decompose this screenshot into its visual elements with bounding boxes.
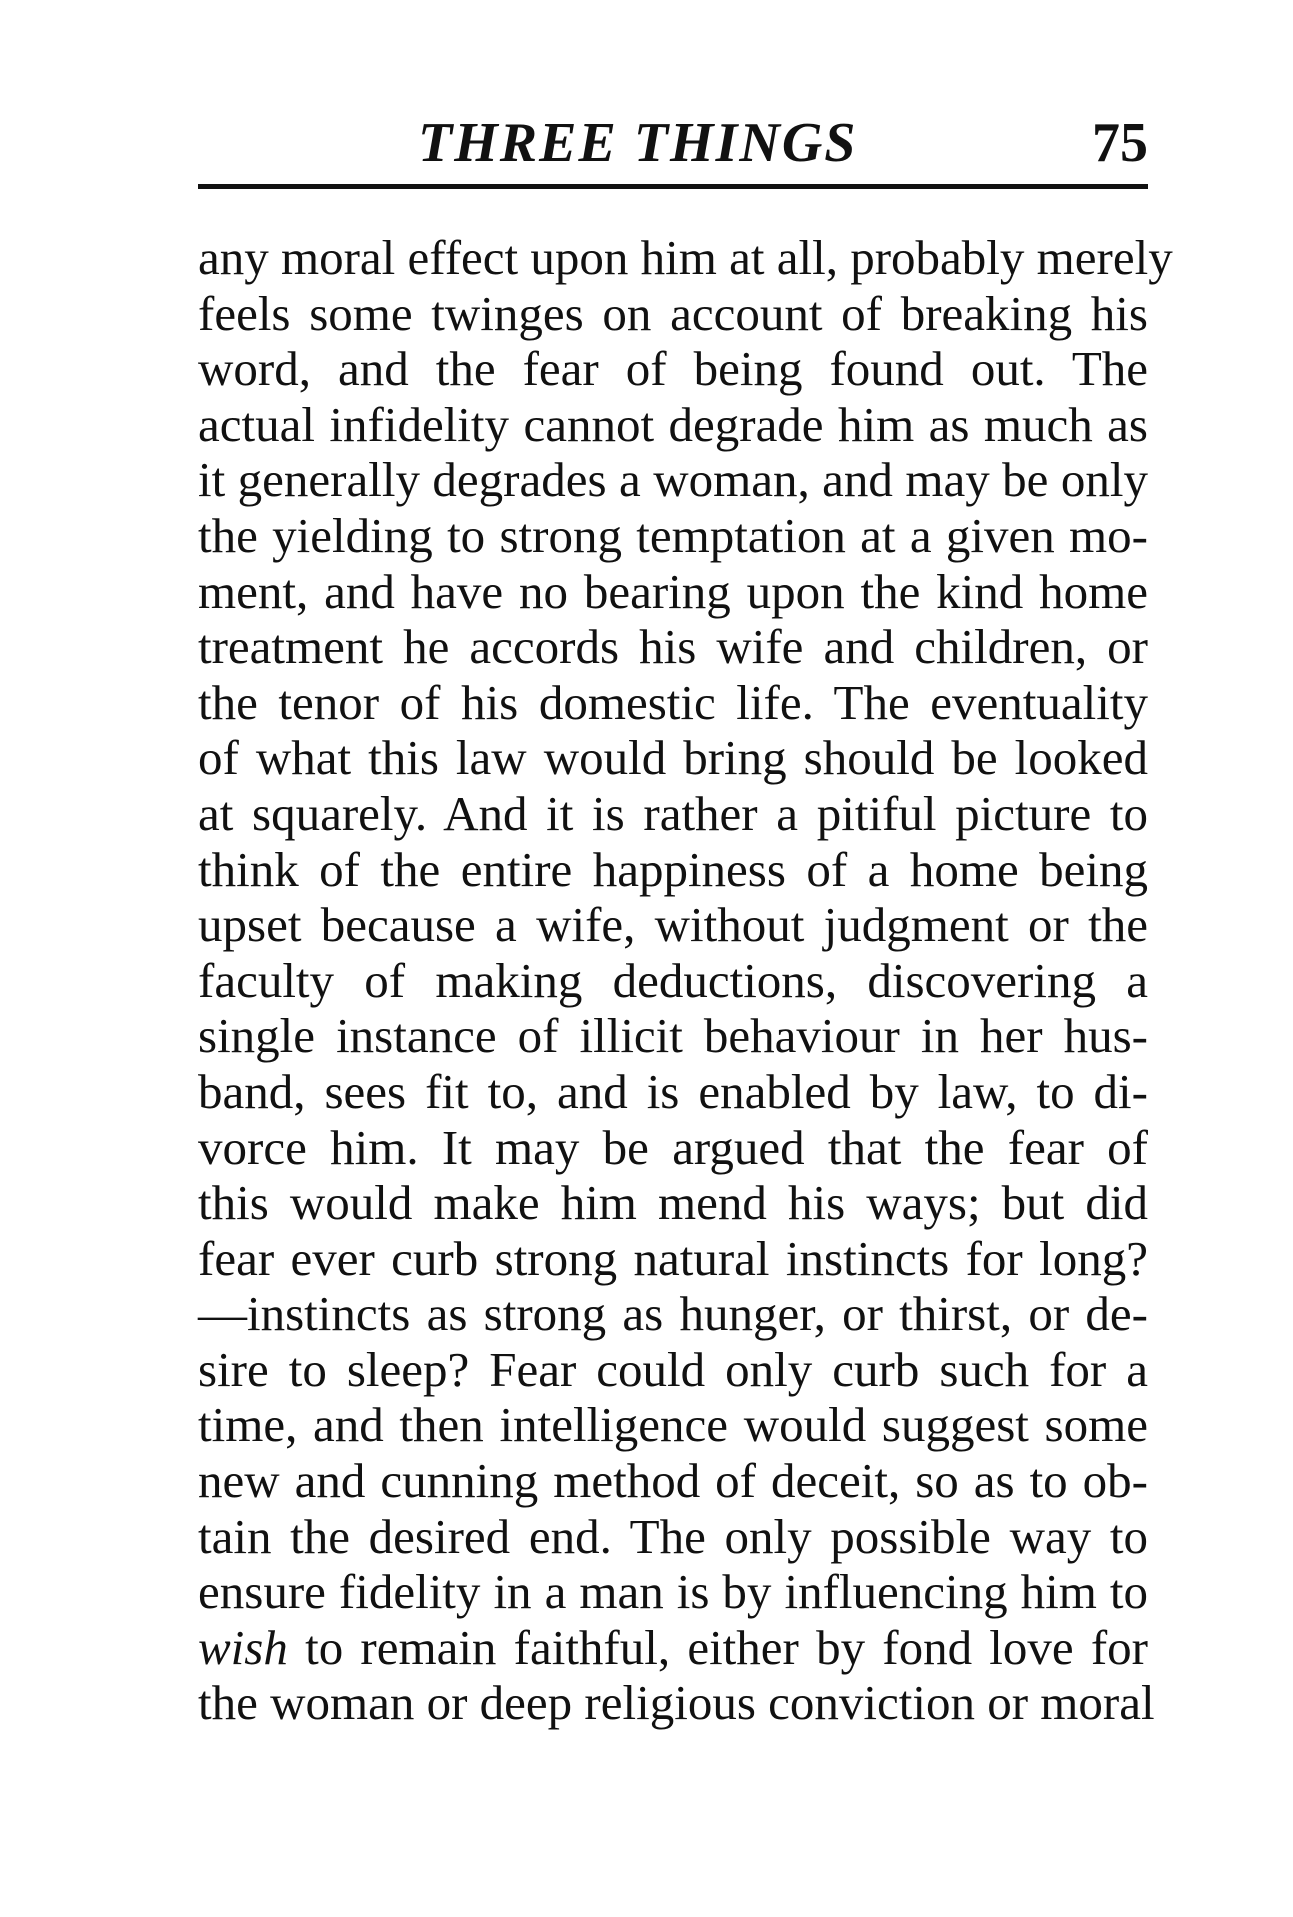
text-line: at squarely. And it is rather a pitiful picture to bbox=[198, 785, 1148, 841]
text-line: treatment he accords his wife and children, or bbox=[198, 619, 1148, 675]
text-line: the tenor of his domestic life. The eventuality bbox=[198, 674, 1148, 730]
text-line: feels some twinges on account of breaking his bbox=[198, 285, 1148, 341]
text-line: actual infidelity cannot degrade him as much as bbox=[198, 396, 1148, 452]
text-line: it generally degrades a woman, and may be only bbox=[198, 452, 1148, 508]
line-remainder: to remain faithful, either by fond love for bbox=[287, 1619, 1148, 1675]
body-text bbox=[198, 230, 1173, 1731]
text-line: upset because a wife, without judgment or the bbox=[198, 897, 1148, 953]
italic-word: wish bbox=[198, 1619, 288, 1675]
text-line: this would make him mend his ways; but did bbox=[198, 1175, 1148, 1231]
text-line: the yielding to strong temptation at a given mo- bbox=[198, 507, 1148, 563]
text-line: time, and then intelligence would suggest some bbox=[198, 1397, 1148, 1453]
text-line: fear ever curb strong natural instincts for long? bbox=[198, 1230, 1148, 1286]
text-line: word, and the fear of being found out. The bbox=[198, 341, 1148, 397]
text-line: single instance of illicit behaviour in her hus- bbox=[198, 1008, 1148, 1064]
running-head bbox=[198, 108, 1148, 178]
text-line: new and cunning method of deceit, so as to ob- bbox=[198, 1453, 1148, 1509]
text-line: ensure fidelity in a man is by influencing him to bbox=[198, 1564, 1148, 1620]
text-line: think of the entire happiness of a home being bbox=[198, 841, 1148, 897]
header-rule bbox=[198, 184, 1148, 189]
text-line: vorce him. It may be argued that the fear of bbox=[198, 1119, 1148, 1175]
page-number: 75 bbox=[1092, 112, 1148, 174]
text-line: band, sees fit to, and is enabled by law, to di- bbox=[198, 1063, 1148, 1119]
text-line-italic bbox=[198, 1620, 1148, 1676]
text-line: faculty of making deductions, discovering a bbox=[198, 952, 1148, 1008]
text-line: —instincts as strong as hunger, or thirst, or de- bbox=[198, 1286, 1148, 1342]
text-line: any moral effect upon him at all, probably merely bbox=[198, 230, 1173, 285]
text-line: tain the desired end. The only possible way to bbox=[198, 1508, 1148, 1564]
text-line: sire to sleep? Fear could only curb such for a bbox=[198, 1341, 1148, 1397]
running-title: THREE THINGS bbox=[418, 112, 858, 174]
text-line-last: the woman or deep religious conviction or moral bbox=[198, 1675, 1155, 1731]
text-line: of what this law would bring should be looked bbox=[198, 730, 1148, 786]
text-line: ment, and have no bearing upon the kind home bbox=[198, 563, 1148, 619]
